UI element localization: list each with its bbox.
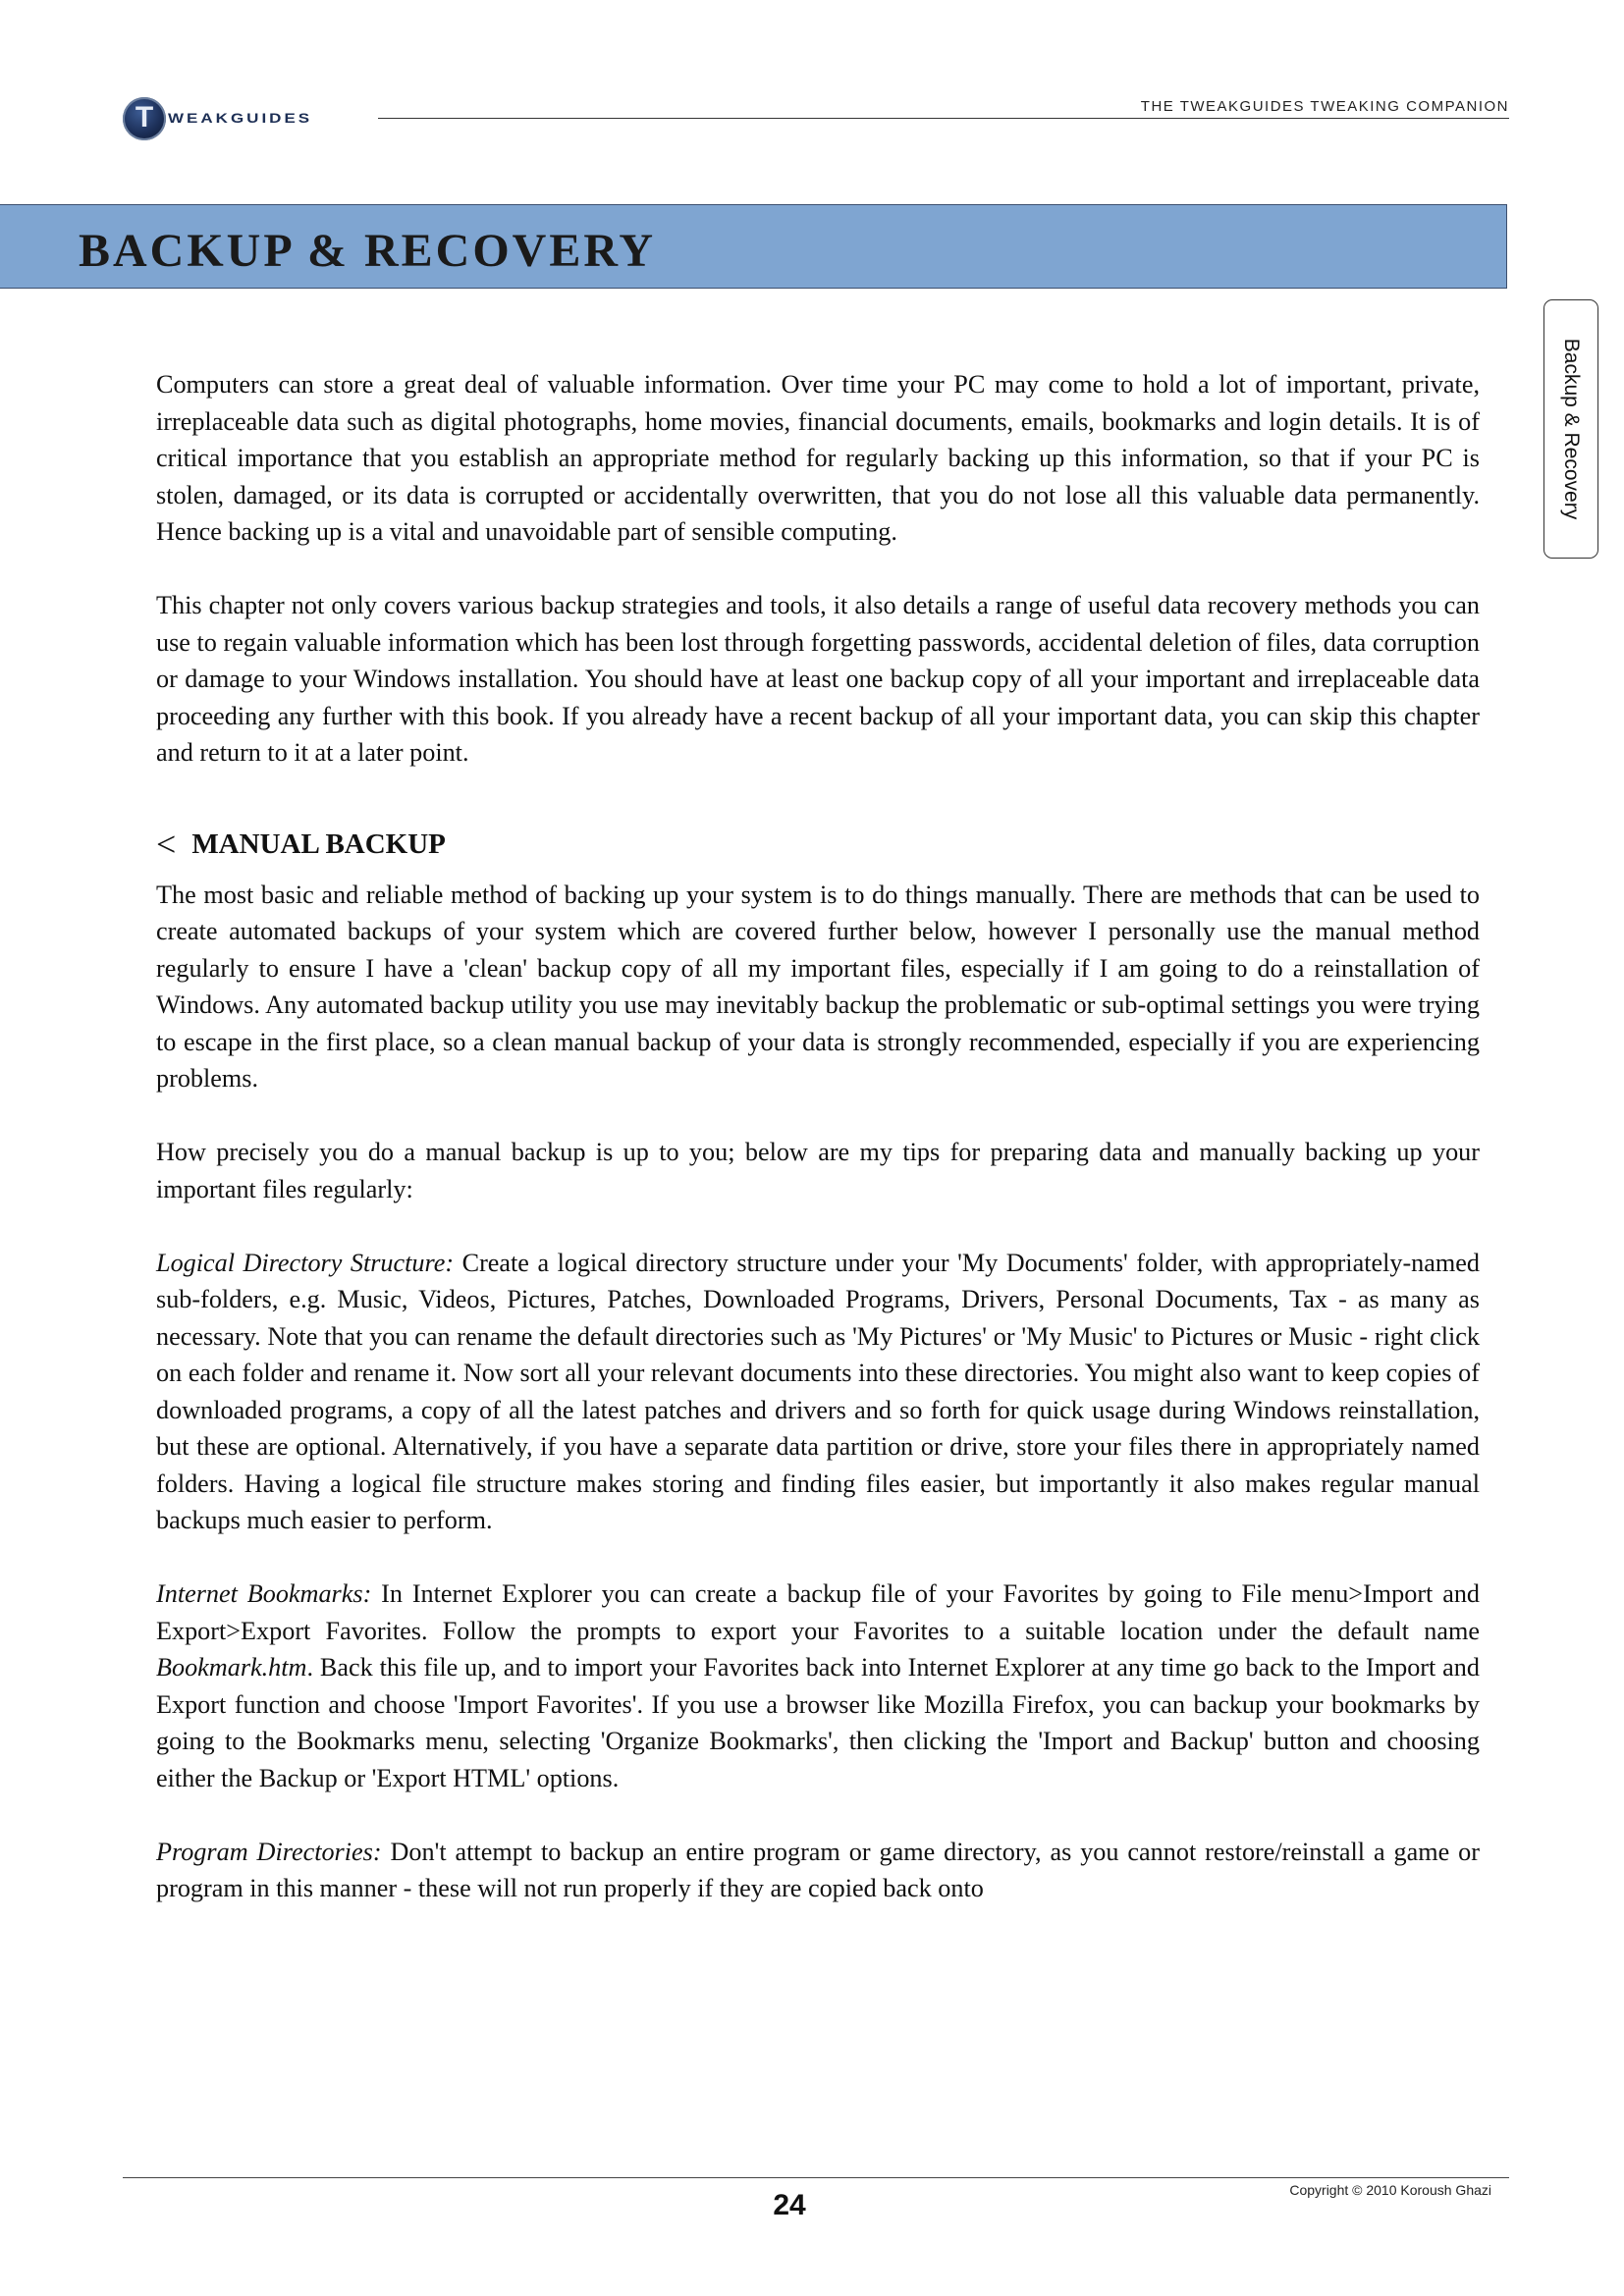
tip-text: Create a logical directory structure under your 'My Documents' folder, with appropriately-named sub-folders, e.g. Music, Videos, Pictures, Patches, Downloaded Programs, Drivers, Personal Documents, Tax - as many as necessary. Note that you can rename the default directories such as 'My Pictures' or 'My Music' to Pictures or Music - right click on each folder and rename it. Now sort all your relevant documents into these directories. You might also want to keep copies of downloaded programs, a copy of all the latest patches and drivers and so forth for quick usage during Windows reinstallation, but these are optional. Alternatively, if you have a separate data partition or drive, store your files there in appropriately named folders. Having a logical file structure makes storing and finding files easier, but importantly it also makes regular manual backups much easier to perform. — [156, 1248, 1480, 1534]
page-content — [156, 366, 1480, 1944]
copyright-notice: Copyright © 2010 Koroush Ghazi — [1289, 2182, 1491, 2198]
side-tab-label: Backup & Recovery — [1560, 338, 1583, 520]
section-heading — [156, 825, 1480, 864]
tip-text: In Internet Explorer you can create a backup file of your Favorites by going to File menu>Import and Export>Export Favorites. Follow the prompts to export your Favorites to a suitable location under the default name — [156, 1579, 1481, 1645]
section-heading-text: MANUAL BACKUP — [191, 828, 446, 860]
chapter-title: BACKUP & RECOVERY — [79, 225, 656, 277]
page-number: 24 — [773, 2189, 806, 2221]
tweakguides-logo — [123, 94, 312, 143]
body-paragraph: The most basic and reliable method of backing up your system is to do things manually. There are methods that can be used to create automated backups of your system which are covered further below, however I personally use the manual method regularly to ensure I have a 'clean' backup copy of all my important files, especially if I am going to do a reinstallation of Windows. Any automated backup utility you use may inevitably backup the problematic or sub-optimal settings you were trying to escape in the first place, so a clean manual backup of your data is strongly recommended, especially if you are experiencing problems. — [156, 880, 1480, 1093]
section-bullet-icon: < — [156, 825, 177, 864]
tip-lead: Program Directories: — [156, 1837, 382, 1866]
header-divider — [378, 118, 1509, 119]
header-title: THE TWEAKGUIDES TWEAKING COMPANION — [1140, 98, 1509, 115]
intro-paragraph: Computers can store a great deal of valuable information. Over time your PC may come to hold a lot of important, private, irreplaceable data such as digital photographs, home movies, financial documents, emails, bookmarks and login details. It is of critical importance that you establish an appropriate method for regularly backing up this information, so that if your PC is stolen, damaged, or its data is corrupted or accidentally overwritten, that you do not lose all this valuable data permanently. Hence backing up is a vital and unavoidable part of sensible computing. — [156, 370, 1480, 546]
footer-divider — [123, 2177, 1509, 2178]
tip-paragraph — [156, 1575, 1480, 1796]
tip-lead: Internet Bookmarks: — [156, 1579, 372, 1608]
chapter-title-band — [0, 204, 1507, 289]
page-header — [123, 90, 1509, 149]
logo-letter: T — [135, 101, 154, 133]
logo-badge-icon — [123, 97, 166, 140]
logo-wordmark: WEAKGUIDES — [168, 111, 313, 127]
tip-paragraph — [156, 1245, 1480, 1539]
chapter-side-tab — [1543, 299, 1598, 559]
tip-paragraph — [156, 1834, 1480, 1907]
tip-lead: Logical Directory Structure: — [156, 1248, 455, 1277]
intro-paragraph: This chapter not only covers various backup strategies and tools, it also details a range of useful data recovery methods you can use to regain valuable information which has been lost through forgetting passwords, accidental deletion of files, data corruption or damage to your Windows installation. You should have at least one backup copy of all your important and irreplaceable data proceeding any further with this book. If you already have a recent backup of all your important data, you can skip this chapter and return to it at a later point. — [156, 591, 1480, 767]
tip-text: Don't attempt to backup an entire program or game directory, as you cannot restore/reinstall a game or program in this manner - these will not run properly if they are copied back onto — [156, 1837, 1480, 1902]
tip-text: . Back this file up, and to import your Favorites back into Internet Explorer at any time go back to the Import and Export function and choose 'Import Favorites'. If you use a browser like Mozilla Firefox, you can backup your bookmarks by going to the Bookmarks menu, selecting 'Organize Bookmarks', then clicking the 'Import and Backup' button and choosing either the Backup or 'Export HTML' options. — [156, 1653, 1480, 1792]
file-name: Bookmark.htm — [156, 1653, 307, 1682]
body-paragraph: How precisely you do a manual backup is up to you; below are my tips for preparing data and manually backing up your important files regularly: — [156, 1138, 1480, 1203]
